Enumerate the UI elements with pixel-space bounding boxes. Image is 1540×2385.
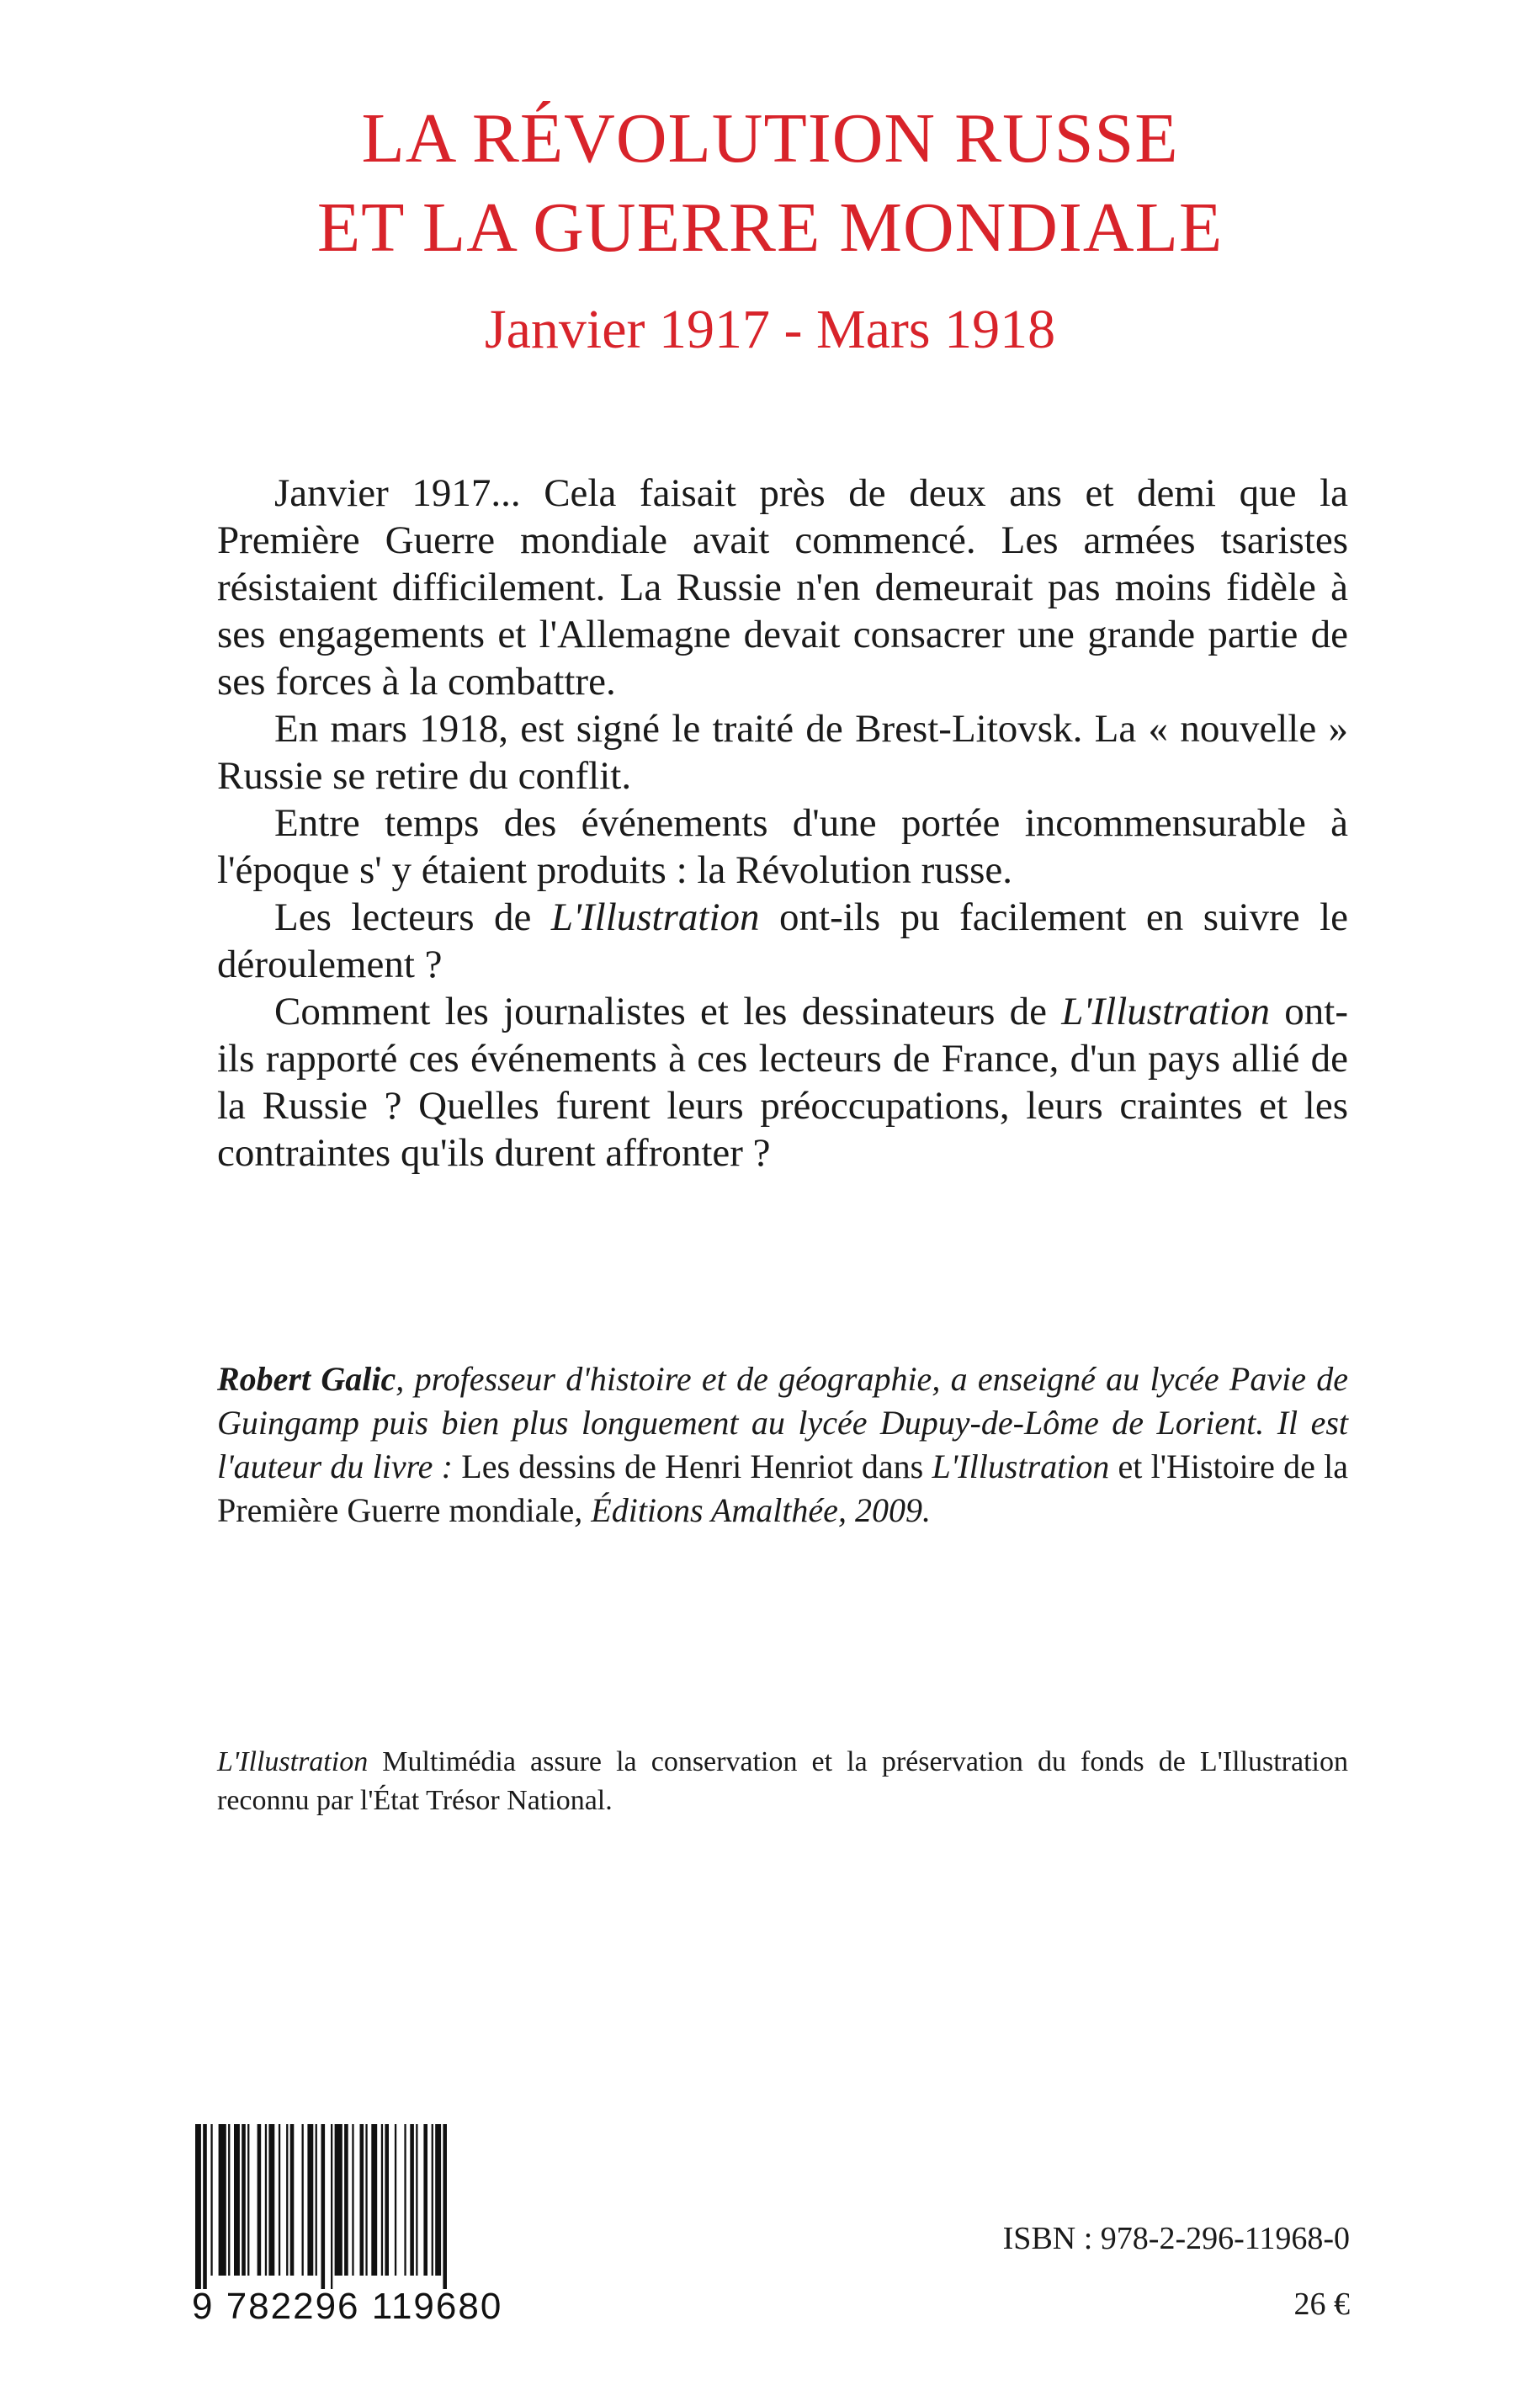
barcode-bar <box>210 2124 212 2276</box>
book-reference-title: L'Illustration <box>932 1447 1110 1485</box>
barcode-bar <box>286 2124 288 2276</box>
barcode-bar <box>302 2124 304 2276</box>
barcode-bar <box>268 2124 274 2276</box>
note-title: L'Illustration <box>217 1746 369 1777</box>
barcode-bar <box>265 2124 267 2276</box>
publisher-note <box>217 1743 1348 1820</box>
barcode-bar <box>195 2124 201 2289</box>
barcode-bar <box>432 2124 433 2276</box>
barcode-bar <box>335 2124 343 2276</box>
summary-paragraph-2: En mars 1918, est signé le traité de Brest-Litovsk. La « nouvelle » Russie se retire du conflit. <box>217 707 1348 798</box>
barcode-digits: 9 782296 119680 <box>192 2286 503 2327</box>
book-reference-part2: et l'Histoire de la Première Guerre mondiale <box>217 1447 1348 1529</box>
barcode-bar <box>219 2124 226 2276</box>
barcode-bar <box>242 2124 246 2276</box>
book-title-line-2: ET LA GUERRE MONDIALE <box>316 189 1224 267</box>
barcode-bar <box>385 2124 389 2276</box>
barcode-bar <box>234 2124 240 2276</box>
barcode-bar <box>423 2124 427 2276</box>
barcode-bar <box>443 2124 447 2289</box>
note-text: Multimédia assure la conservation et la préservation du fonds de L'Illustration reconnu par l'État Trésor National. <box>217 1746 1348 1816</box>
publication-title: L'Illustration <box>1061 990 1271 1033</box>
barcode-bar <box>331 2124 332 2289</box>
barcode-bar <box>316 2124 317 2276</box>
barcode-bar <box>365 2124 367 2276</box>
barcode-bar <box>435 2124 441 2276</box>
note-paragraph <box>217 1743 1348 1820</box>
author-paragraph <box>217 1357 1348 1532</box>
price: 26 € <box>1293 2287 1350 2322</box>
book-title-line-1: LA RÉVOLUTION RUSSE <box>361 99 1179 178</box>
summary-text <box>217 470 1348 1177</box>
barcode-bar <box>360 2124 364 2276</box>
isbn: ISBN : 978-2-296-11968-0 <box>1002 2221 1350 2256</box>
title-block <box>0 94 1540 364</box>
summary-paragraph-5: Comment les journalistes et les dessinateurs de L'Illustration ont-ils rapporté ces événements à ces lecteurs de France, d'un pays allié de la Russie ? Quelles furent leurs préoccupations, leurs craintes et les contraintes qu'ils durent affronter ? <box>217 990 1348 1175</box>
barcode-bar <box>258 2124 262 2276</box>
barcode-bar <box>344 2124 348 2276</box>
barcode-bar <box>321 2124 326 2289</box>
barcode-bar <box>381 2124 383 2276</box>
barcode-bar <box>279 2124 280 2276</box>
barcode-bar <box>416 2124 417 2276</box>
barcode-bar <box>203 2124 207 2289</box>
book-reference-part1: Les dessins de Henri Henriot dans <box>461 1447 932 1485</box>
summary-paragraph-3: Entre temps des événements d'une portée incommensurable à l'époque s' y étaient produits : la Révolution russe. <box>217 801 1348 892</box>
author-name: Robert Galic <box>217 1360 396 1398</box>
barcode-bar <box>371 2124 377 2276</box>
book-publisher: , Éditions Amalthée, 2009. <box>574 1491 931 1529</box>
barcode-bar <box>307 2124 313 2276</box>
summary-paragraph-4: Les lecteurs de L'Illustration ont-ils pu facilement en suivre le déroulement ? <box>217 895 1348 986</box>
barcode-bar <box>290 2124 295 2276</box>
summary-paragraph-1: Janvier 1917... Cela faisait près de deux ans et demi que la Première Guerre mondiale avait commencé. Les armées tsaristes résistaient difficilement. La Russie n'en demeurait pas moins fidèle à ses engagements et l'Allemagne devait consacrer une grande partie de ses forces à la combattre. <box>217 471 1348 704</box>
barcode-bar <box>410 2124 414 2276</box>
barcode-bar <box>228 2124 230 2276</box>
author-bio-text: , professeur d'histoire et de géographie, a enseigné au lycée Pavie de Guingamp puis bien plus longuement au lycée Dupuy-de-Lôme de Lorient. Il est l'auteur du livre : <box>217 1360 1349 1485</box>
barcode-bar <box>247 2124 249 2276</box>
barcode-bar <box>352 2124 353 2276</box>
barcode-bar <box>404 2124 406 2276</box>
barcode-bar <box>395 2124 396 2276</box>
author-bio <box>217 1357 1348 1532</box>
publication-title: L'Illustration <box>550 895 760 939</box>
barcode-graphic <box>192 2124 503 2289</box>
book-subtitle: Janvier 1917 - Mars 1918 <box>484 299 1056 360</box>
barcode <box>192 2124 503 2289</box>
